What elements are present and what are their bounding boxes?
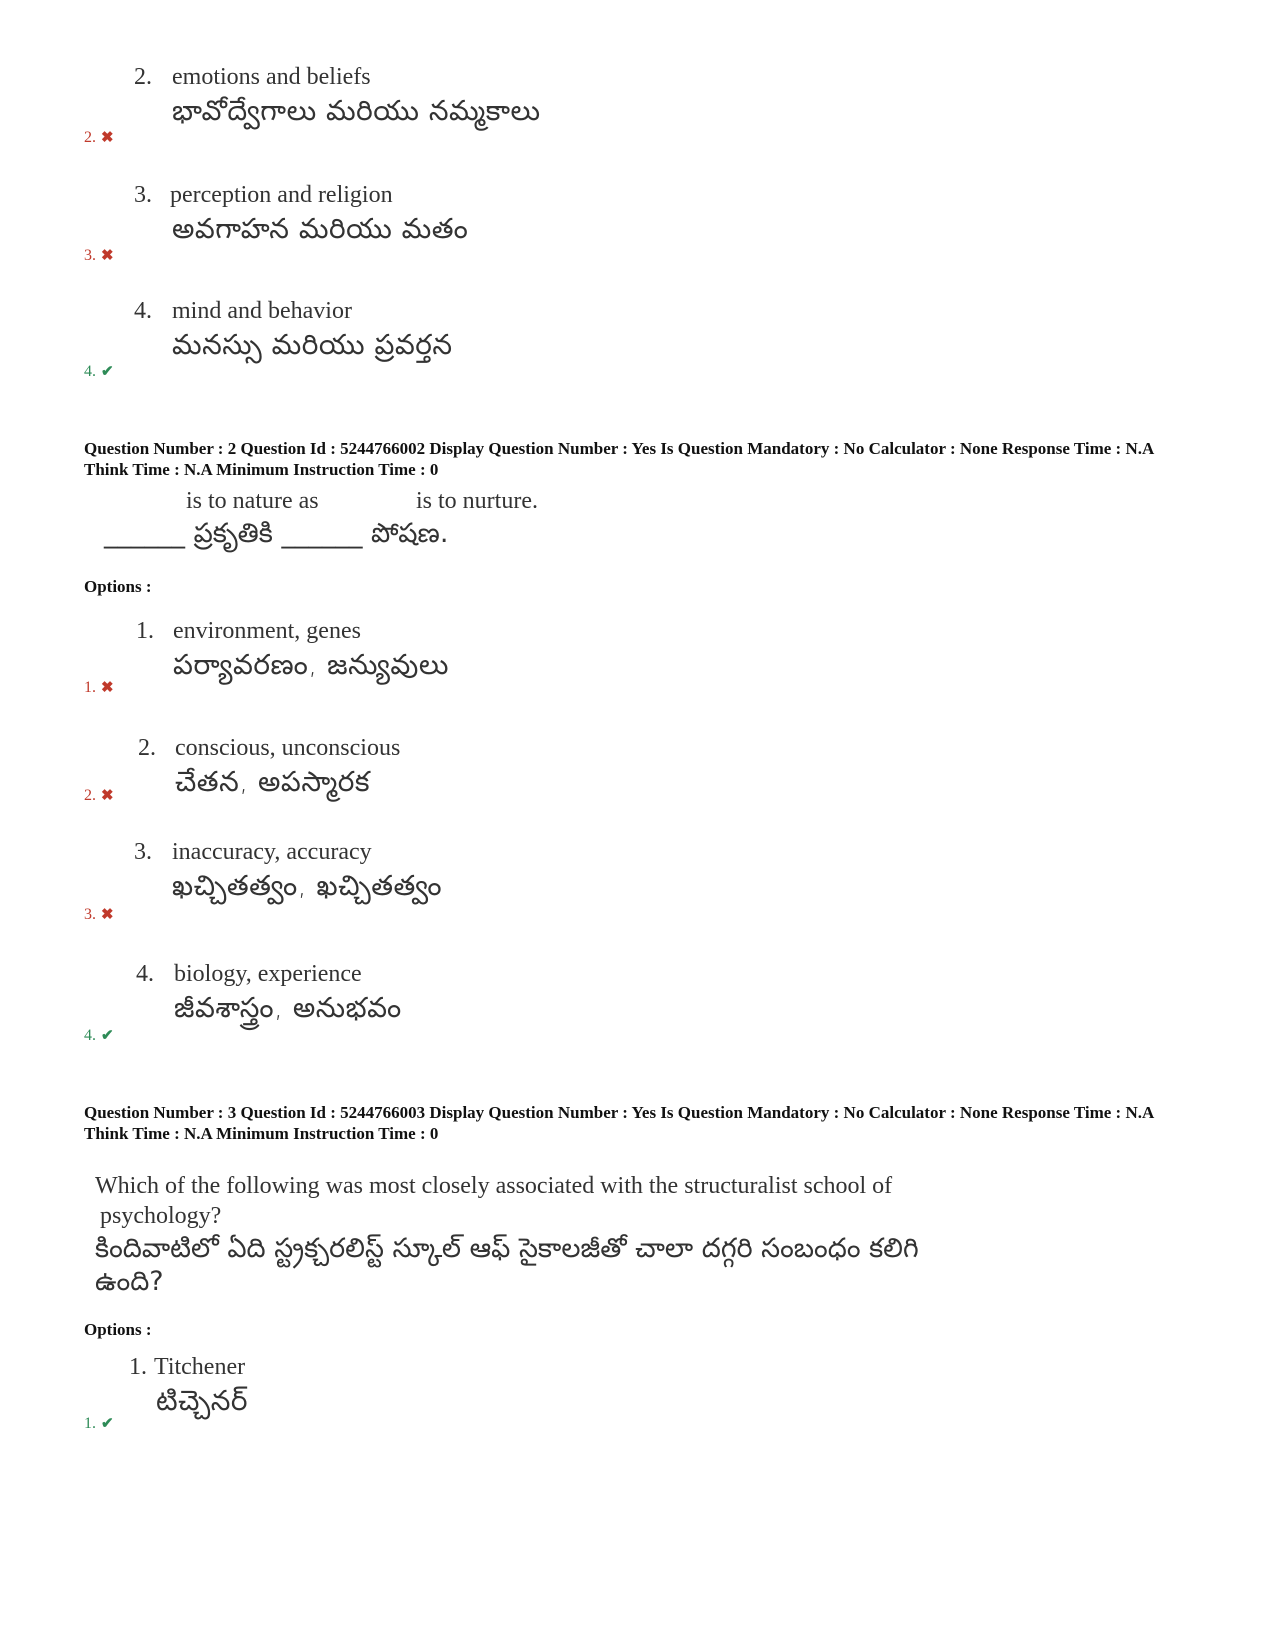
option-number: 3.: [134, 182, 152, 208]
option-mark: 2. ✖: [84, 129, 114, 146]
option-text-te: మనస్సు మరియు ప్రవర్తన: [172, 328, 453, 361]
option-text-en: inaccuracy, accuracy: [172, 839, 372, 865]
cross-icon: ✖: [101, 907, 114, 923]
question-stem-en-part1: is to nature as: [186, 488, 319, 514]
option-number: 1.: [129, 1354, 147, 1380]
option-text-te: జీవశాస్త్రం, అనుభవం: [174, 991, 402, 1024]
option-text-en: biology, experience: [174, 961, 362, 987]
option-text-en: environment, genes: [173, 618, 361, 644]
check-icon: ✔: [101, 1028, 114, 1044]
option-number: 4.: [134, 298, 152, 324]
option-text-en: emotions and beliefs: [172, 64, 371, 90]
options-label: Options :: [84, 1320, 152, 1339]
question-stem-en-line2: psychology?: [100, 1203, 222, 1229]
option-mark: 2. ✖: [84, 787, 114, 804]
cross-icon: ✖: [101, 680, 114, 696]
option-mark: 4. ✔: [84, 363, 114, 380]
cross-icon: ✖: [101, 788, 114, 804]
option-text-te: పర్యావరణం, జన్యువులు: [173, 648, 449, 681]
check-icon: ✔: [101, 1416, 114, 1432]
option-text-en: mind and behavior: [172, 298, 352, 324]
question-stem-en-part2: is to nurture.: [416, 488, 538, 514]
options-label: Options :: [84, 577, 152, 596]
option-number: 3.: [134, 839, 152, 865]
option-text-en: perception and religion: [170, 182, 393, 208]
option-mark: 3. ✖: [84, 906, 114, 923]
question-stem-en-line1: Which of the following was most closely associated with the structuralist school of: [95, 1173, 893, 1199]
option-text-te: టిచ్చెనర్: [156, 1384, 249, 1417]
option-text-te: చేతన, అపస్మారక: [175, 765, 371, 798]
option-text-en: Titchener: [154, 1354, 246, 1380]
option-text-te: అవగాహన మరియు మతం: [172, 212, 469, 245]
option-text-en: conscious, unconscious: [175, 735, 401, 761]
option-mark: 4. ✔: [84, 1027, 114, 1044]
question-stem-te-line1: కిందివాటిలో ఏది స్ట్రక్చరలిస్ట్ స్కూల్ ఆఫ్ సైకాలజీతో చాలా దగ్గరి సంబంధం కలిగి: [95, 1233, 919, 1264]
question-stem-te: ______ ప్రకృతికి ______ పోషణ.: [104, 518, 449, 549]
cross-icon: ✖: [101, 130, 114, 146]
question-stem-te-line2: ఉంది?: [95, 1266, 164, 1297]
option-number: 2.: [138, 735, 156, 761]
question-header: Question Number : 2 Question Id : 5244766002 Display Question Number : Yes Is Question Mandatory : No Calculator : None Response Time : N.A Think Time : N.A Minimum Instruction Time : 0: [84, 439, 1154, 479]
question-header: Question Number : 3 Question Id : 5244766003 Display Question Number : Yes Is Question Mandatory : No Calculator : None Response Time : N.A Think Time : N.A Minimum Instruction Time : 0: [84, 1103, 1154, 1143]
option-mark: 1. ✖: [84, 679, 114, 696]
option-number: 4.: [136, 961, 154, 987]
option-text-te: భావోద్వేగాలు మరియు నమ్మకాలు: [172, 94, 541, 127]
check-icon: ✔: [101, 364, 114, 380]
cross-icon: ✖: [101, 248, 114, 264]
option-number: 1.: [136, 618, 154, 644]
option-text-te: ఖచ్చితత్వం, ఖచ్చితత్వం: [172, 869, 443, 902]
option-mark: 3. ✖: [84, 247, 114, 264]
option-number: 2.: [134, 64, 152, 90]
option-mark: 1. ✔: [84, 1415, 114, 1432]
